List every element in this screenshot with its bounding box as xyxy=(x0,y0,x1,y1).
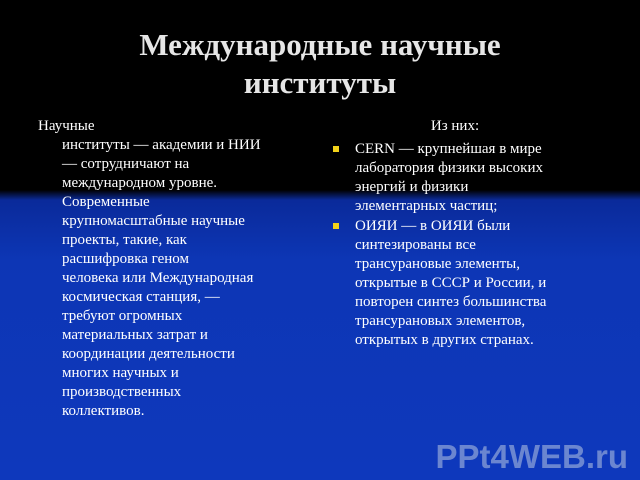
left-line: Современные xyxy=(62,194,150,210)
left-line: производственных xyxy=(62,384,182,400)
bullet-square-icon xyxy=(333,223,339,229)
slide-title-line-2: институты xyxy=(243,65,397,100)
bullet-line: энергий и физики xyxy=(355,179,469,195)
bullet-line: CERN — крупнейшая в мире xyxy=(355,141,542,157)
left-line: проекты, такие, как xyxy=(62,232,187,248)
bullet-list xyxy=(333,140,618,351)
watermark: PPt4WEB.ru xyxy=(435,438,628,475)
slide-title-line-1: Международные научные xyxy=(139,27,501,62)
left-line: расшифровка геном xyxy=(62,251,190,267)
left-line: материальных затрат и xyxy=(62,327,208,343)
left-line: космическая станция, — xyxy=(62,289,220,305)
bullet-line: лаборатория физики высоких xyxy=(355,160,543,176)
bullet-line: открытых в других странах. xyxy=(355,332,534,348)
bullet-line: синтезированы все xyxy=(355,237,476,253)
bullet-line: трансурановые элементы, xyxy=(355,256,521,272)
left-line: Научные xyxy=(38,118,95,134)
bullet-line: повторен синтез большинства xyxy=(355,294,547,310)
bullet-line: трансурановых элементов, xyxy=(355,313,526,329)
left-line: международном уровне. xyxy=(62,175,218,191)
bullet-line: ОИЯИ — в ОИЯИ были xyxy=(355,218,511,234)
slide-title xyxy=(40,26,600,102)
left-line: человека или Международная xyxy=(62,270,254,286)
left-line: многих научных и xyxy=(62,365,179,381)
left-line: коллективов. xyxy=(62,403,145,419)
bullet-square-icon xyxy=(333,146,339,152)
right-column-heading: Из них: xyxy=(430,118,480,134)
left-line: — сотрудничают на xyxy=(62,156,190,172)
left-line: крупномасштабные научные xyxy=(62,213,245,229)
left-line: координации деятельности xyxy=(62,346,235,362)
bullet-item-jinr xyxy=(333,217,618,350)
left-column-text xyxy=(38,117,313,421)
left-line: институты — академии и НИИ xyxy=(62,137,261,153)
bullet-line: открытые в СССР и России, и xyxy=(355,275,547,291)
bullet-line: элементарных частиц; xyxy=(355,198,498,214)
left-line: требуют огромных xyxy=(62,308,183,324)
bullet-item-cern xyxy=(333,140,618,216)
